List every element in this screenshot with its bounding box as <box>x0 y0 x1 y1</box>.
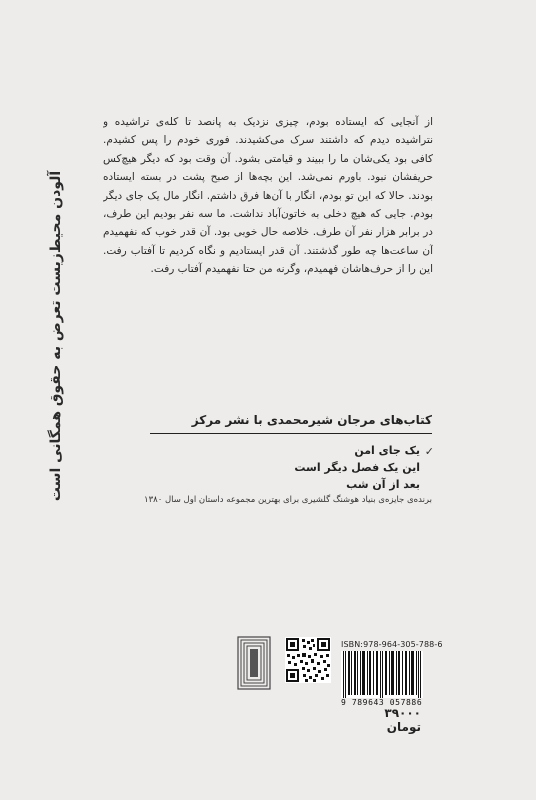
price-label: ۳۹۰۰۰ تومان <box>384 706 421 734</box>
book-title: بعد از آن شب <box>346 478 420 491</box>
publisher-logo-icon <box>237 636 271 690</box>
excerpt-paragraph <box>103 113 433 279</box>
excerpt-line: نتراشیده دیدم که داشتند سرک می‌کشیدند. فوری خودم را پس کشیدم. <box>103 134 433 147</box>
excerpt-line: این را از حرف‌هاشان فهمیدم، وگرنه من حتا نفهمیدم آفتاب رفت. <box>150 263 433 276</box>
check-icon: ✓ <box>424 445 434 458</box>
book-title: این یک فصل دیگر است <box>294 461 420 474</box>
excerpt-line: حریفشان نبود. باورم نمی‌شد. این بچه‌ها از صبح پشت در بسته ایستاده <box>103 171 433 184</box>
books-heading: کتاب‌های مرجان شیرمحمدی با نشر مرکز <box>191 413 432 427</box>
excerpt-line: در برابر هزار نفر آن طرف. خلاصه حال خوبی بود. آن قدر خوب که نفهمیدم <box>103 226 433 239</box>
heading-divider <box>150 433 432 434</box>
excerpt-line: بودم. جایی که هیچ دخلی به خاتون‌آباد نداشت. ما سه نفر بودیم این طرف، <box>103 208 433 221</box>
isbn-label: ISBN:978-964-305-788-6 <box>341 640 443 649</box>
excerpt-line: از آنجایی که ایستاده بودم، چیزی نزدیک به پانصد تا کله‌ی تراشیده و <box>103 116 433 128</box>
author-books-section <box>144 411 434 505</box>
excerpt-line: بودند. حالا که این تو بودم، انگار با آن‌ها فرق داشتم. انگار مال یک جای دیگر <box>103 189 433 202</box>
excerpt-line: آن ساعت‌ها چه طور گذشتند. آن قدر ایستادیم و نگاه کردیم تا آفتاب رفت. <box>103 244 433 257</box>
barcode-digits: 9 789643 057886 <box>341 698 423 707</box>
barcode-icon <box>341 651 423 698</box>
book-title: یک جای امن <box>354 444 420 457</box>
excerpt-line: کافی بود یکی‌شان ما را ببیند و قیامتی بشود. آن وقت بود که دیگر هیچ‌کس <box>103 152 433 165</box>
environment-notice: آلودن محیط‌زیست تعرض به حقوق همگانی است <box>48 170 64 502</box>
award-note: برنده‌ی جایزه‌ی بنیاد هوشنگ گلشیری برای بهترین مجموعه داستان اول سال ۱۳۸۰ <box>144 495 432 505</box>
qr-code-icon <box>285 637 331 683</box>
